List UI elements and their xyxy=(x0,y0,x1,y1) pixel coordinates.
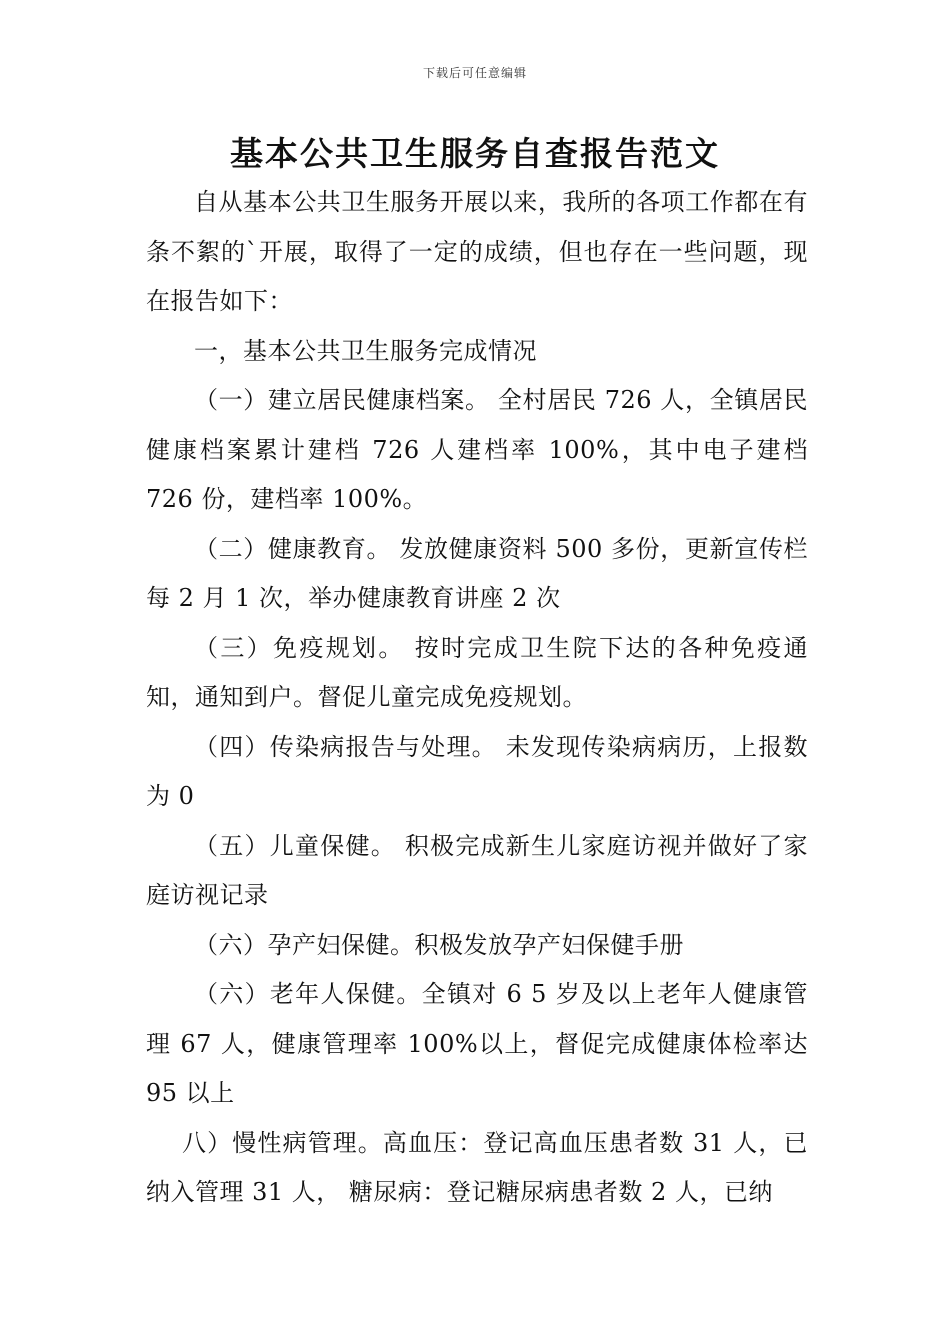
item-health-records: （一）建立居民健康档案。 全村居民 726 人，全镇居民健康档案累计建档 726 人建档率 100%，其中电子建档 726 份，建档率 100%。 xyxy=(146,386,808,513)
header-note: 下载后可任意编辑 xyxy=(422,66,527,80)
intro-paragraph: 自从基本公共卫生服务开展以来，我所的各项工作都在有条不絮的`开展，取得了一定的成绩，但也存在一些问题，现在报告如下： xyxy=(146,188,808,315)
section-heading: 一，基本公共卫生服务完成情况 xyxy=(194,336,537,365)
document-body xyxy=(146,178,808,1218)
document-title: 基本公共卫生服务自查报告范文 xyxy=(230,134,720,173)
item-health-education: （二）健康教育。 发放健康资料 500 多份，更新宣传栏每 2 月 1 次，举办健康教育讲座 2 次 xyxy=(146,534,808,612)
item-chronic-disease: 八）慢性病管理。高血压：登记高血压患者数 31 人，已纳入管理 31 人， 糖尿病：登记糖尿病患者数 2 人，已纳 xyxy=(146,1128,808,1206)
item-elderly-care: （六）老年人保健。全镇对 6 5 岁及以上老年人健康管理 67 人，健康管理率 100%以上，督促完成健康体检率达 95 以上 xyxy=(146,980,808,1107)
item-immunization: （三）免疫规划。 按时完成卫生院下达的各种免疫通知，通知到户。督促儿童完成免疫规划。 xyxy=(146,633,808,711)
item-child-care: （五）儿童保健。 积极完成新生儿家庭访视并做好了家庭访视记录 xyxy=(146,831,808,909)
item-maternal-care: （六）孕产妇保健。积极发放孕产妇保健手册 xyxy=(194,930,684,959)
item-infectious-disease: （四）传染病报告与处理。 未发现传染病病历，上报数为 0 xyxy=(146,732,808,810)
